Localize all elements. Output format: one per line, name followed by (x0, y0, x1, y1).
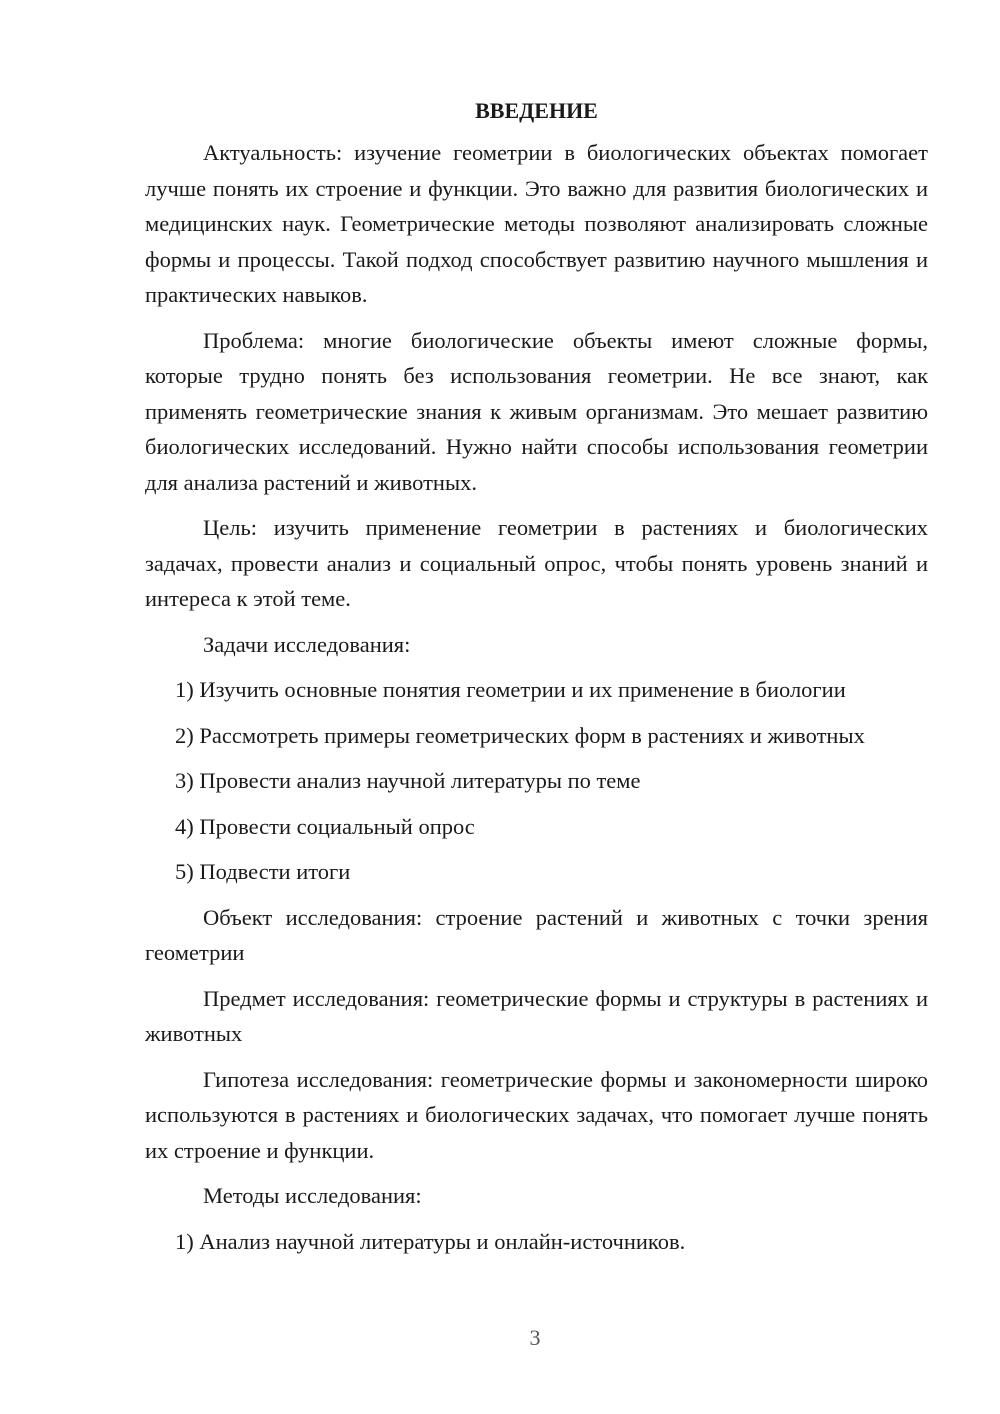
task-item-1: 1) Изучить основные понятия геометрии и их применение в биологии (175, 677, 846, 702)
page-number: 3 (529, 1325, 541, 1350)
method-item-1: 1) Анализ научной литературы и онлайн-источников. (175, 1228, 686, 1254)
methods-heading: Методы исследования: (203, 1183, 422, 1208)
hypothesis-paragraph: Гипотеза исследования: геометрические формы и закономерности широко используются в растениях и биологических задачах, что помогает лучше понять их строение и функции. (145, 1066, 928, 1163)
page-title: ВВЕДЕНИЕ (475, 98, 598, 123)
task-item-2: 2) Рассмотреть примеры геометрических форм в растениях и животных (175, 722, 865, 748)
page-content (145, 95, 928, 1269)
task-item-4: 4) Провести социальный опрос (175, 813, 475, 839)
subject-paragraph: Предмет исследования: геометрические формы и структуры в растениях и животных (145, 985, 928, 1046)
tasks-heading: Задачи исследования: (203, 631, 411, 657)
goal-paragraph: Цель: изучить применение геометрии в растениях и биологических задачах, провести анализ и социальный опрос, чтобы понять уровень знаний и интереса к этой теме. (145, 515, 928, 611)
task-item-3: 3) Провести анализ научной литературы по теме (175, 768, 641, 793)
problem-paragraph: Проблема: многие биологические объекты имеют сложные формы, которые трудно понять без использования геометрии. Не все знают, как применять геометрические знания к живым организмам. Это мешает развитию биологических исследований. Нужно найти способы использования геометрии для анализа растений и животных. (145, 327, 928, 495)
task-item-5: 5) Подвести итоги (175, 859, 351, 884)
object-paragraph: Объект исследования: строение растений и животных с точки зрения геометрии (145, 904, 928, 965)
relevance-paragraph: Актуальность: изучение геометрии в биологических объектах помогает лучше понять их строение и функции. Это важно для развития биологических и медицинских наук. Геометрические методы позволяют анализировать сложные формы и процессы. Такой подход способствует развитию научного мышления и практических навыков. (145, 140, 928, 307)
